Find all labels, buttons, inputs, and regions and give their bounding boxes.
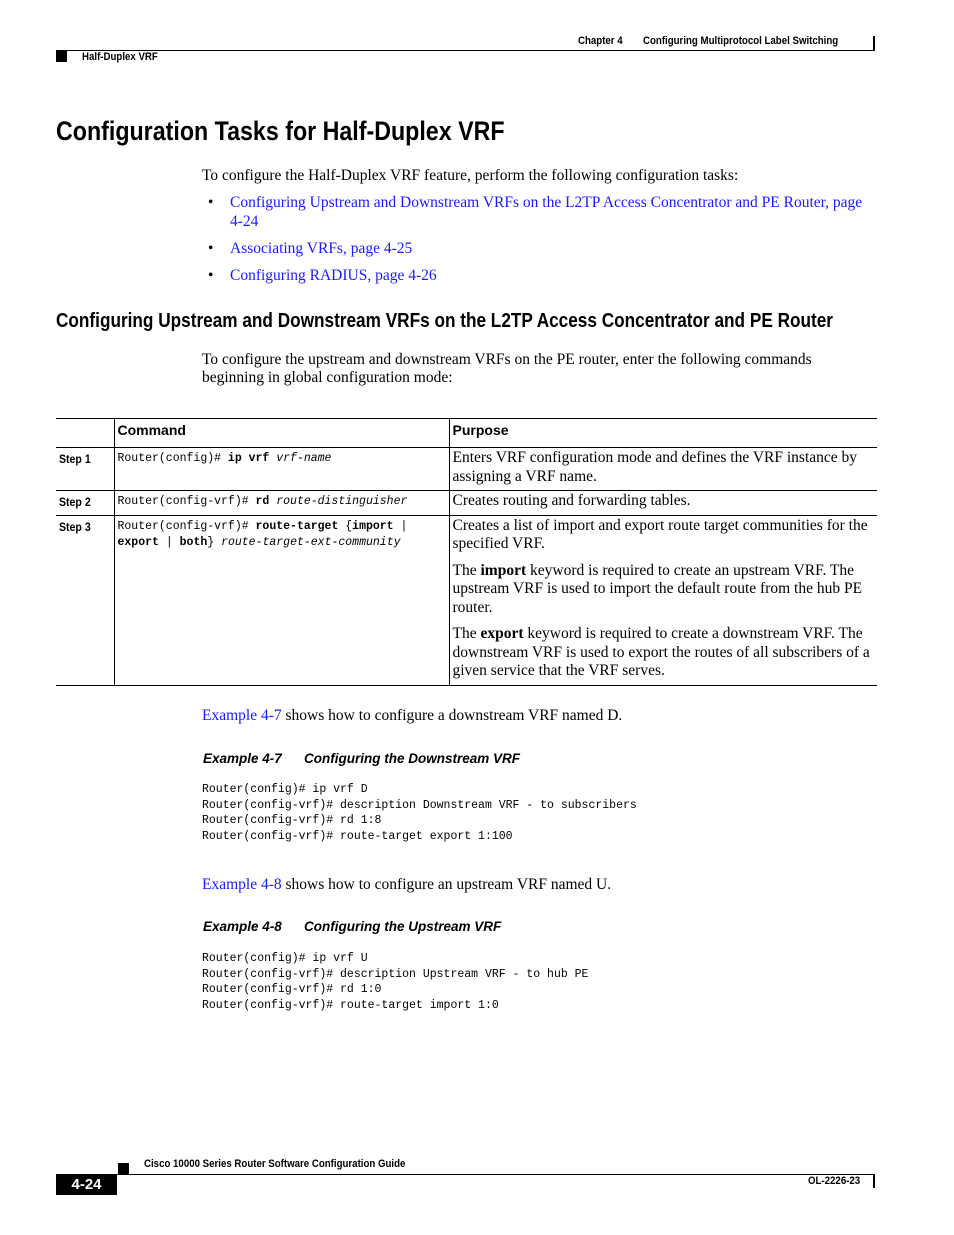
task-list-item: • Configuring RADIUS, page 4-26 [208, 267, 437, 284]
example7-link[interactable]: Example 4-7 [202, 707, 282, 724]
task-link-3[interactable]: Configuring RADIUS, page 4-26 [230, 267, 437, 284]
example8-title: Example 4-8 Configuring the Upstream VRF [203, 919, 502, 934]
header-chapter: Chapter 4 [578, 35, 623, 47]
page-title: Configuration Tasks for Half-Duplex VRF [56, 116, 505, 146]
table-row [56, 448, 877, 491]
footer-doc-id: OL-2226-23 [808, 1175, 861, 1187]
footer-rule [56, 1174, 875, 1175]
header-right-bar [873, 36, 875, 51]
purpose-cell: Creates routing and forwarding tables. [449, 491, 877, 516]
section-title: Configuring Upstream and Downstream VRFs on the L2TP Access Concentrator and PE Router [56, 310, 833, 332]
command-cell: Router(config-vrf)# rd route-distinguisher [114, 491, 449, 516]
task-link-1[interactable]: Configuring Upstream and Downstream VRFs on the L2TP Access Concentrator and PE Router, page 4-24 [230, 194, 863, 230]
header-rule [56, 50, 875, 51]
purpose-cell: Enters VRF configuration mode and defines the VRF instance by assigning a VRF name. [449, 448, 877, 491]
example7-title: Example 4-7 Configuring the Downstream VRF [203, 751, 520, 766]
command-table [56, 418, 877, 686]
purpose-para: The import keyword is required to create an upstream VRF. The upstream VRF is used to import the default route from the hub PE router. [452, 561, 863, 616]
header-section: Half-Duplex VRF [82, 51, 158, 63]
purpose-cell [449, 515, 877, 685]
example7-code: Router(config)# ip vrf D Router(config-vrf)# description Downstream VRF - to subscribers Router(config-vrf)# rd 1:8 Router(config-vrf)# route-target export 1:100 [202, 783, 637, 843]
example7-ref-line: Example 4-7 shows how to configure a downstream VRF named D. [202, 707, 623, 724]
example8-link[interactable]: Example 4-8 [202, 876, 282, 893]
step-label: Step 2 [56, 491, 114, 516]
footer-marker [118, 1163, 129, 1174]
example8-code: Router(config)# ip vrf U Router(config-vrf)# description Upstream VRF - to hub PE Router(config-vrf)# rd 1:0 Router(config-vrf)# route-target import 1:0 [202, 952, 589, 1012]
task-list-item: • Configuring Upstream and Downstream VRFs on the L2TP Access Concentrator and PE Router, page 4-24 [208, 194, 863, 230]
table-header-row [56, 419, 877, 448]
table-header-purpose: Purpose [449, 419, 877, 448]
intro-text: To configure the Half-Duplex VRF feature, perform the following configuration tasks: [202, 167, 739, 184]
task-list [202, 193, 872, 293]
step-label: Step 1 [56, 448, 114, 491]
example8-ref-line: Example 4-8 shows how to configure an upstream VRF named U. [202, 876, 612, 893]
table-row [56, 491, 877, 516]
table-header-command: Command [114, 419, 449, 448]
table-row [56, 515, 877, 685]
step-label: Step 3 [56, 515, 114, 685]
task-link-2[interactable]: Associating VRFs, page 4-25 [230, 240, 413, 257]
footer-book-title: Cisco 10000 Series Router Software Configuration Guide [144, 1158, 406, 1170]
page-number: 4-24 [56, 1175, 117, 1195]
command-cell: Router(config-vrf)# route-target {import | export | both} route-target-ext-community [114, 515, 449, 685]
purpose-para: Creates a list of import and export route target communities for the specified VRF. [452, 516, 868, 552]
command-cell: Router(config)# ip vrf vrf-name [114, 448, 449, 491]
section-intro: To configure the upstream and downstream VRFs on the PE router, enter the following commands beginning in global configuration mode: [202, 351, 812, 386]
purpose-para: The export keyword is required to create a downstream VRF. The downstream VRF is used to export the routes of all subscribers of a given service that the VRF serves. [452, 625, 870, 679]
footer-right-bar [873, 1175, 875, 1188]
header-chapter-title: Configuring Multiprotocol Label Switching [643, 35, 839, 47]
header-marker [56, 51, 67, 62]
table-header-step [56, 419, 114, 448]
task-list-item: • Associating VRFs, page 4-25 [208, 240, 413, 257]
